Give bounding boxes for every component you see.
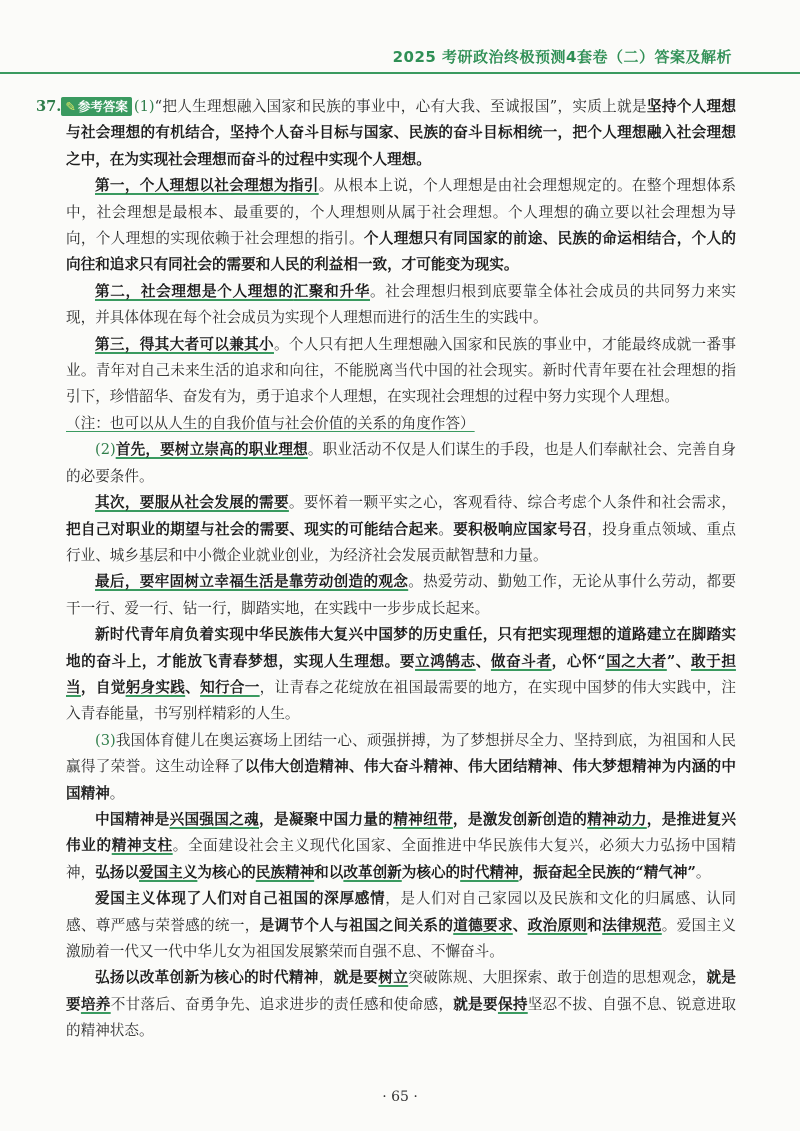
sub-question-number: (1) [133,98,155,115]
text-span: 。热爱劳动、勤勉工作，无论从事什么劳动，都要干一行、爱一行、钻一行，脚踏实地，在实践中一步步成长起来。 [66,573,736,617]
key-point: 、 [512,916,528,934]
key-term: 培养 [80,995,111,1013]
key-term: 政治原则 [527,916,588,934]
question-number: 37. [36,98,62,115]
text-span: 不甘落后、奋勇争先、追求进步的责任感和使命感， [110,995,454,1013]
text-span: 。个人只有把人生理想融入国家和民族的事业中，才能最终成就一番事业。青年对自己未来生活的追求和向往，不能脱离当代中国的社会现实。新时代青年要在社会理想的指引下，珍惜韶华、奋发有为，勇于追求个人理想，在实现社会理想的过程中努力实现个人理想。 [66,335,736,406]
text-span: ，让青春之花绽放在祖国最需要的地方，在实现中国梦的伟大实践中，注入青春能量，书写别样精彩的人生。 [66,678,736,723]
answer-content [36,94,736,1045]
text-span: 突破陈规、大胆探索、敢于创造的思想观念， [408,969,707,987]
key-term: 改革创新 [343,863,402,881]
reference-answer-tag [61,97,132,116]
key-term: 兴国强国之魂 [169,810,260,828]
key-term: 树立 [378,969,409,987]
key-term: 保持 [497,995,528,1013]
key-point: 、 [475,652,491,670]
key-point: ”、 [666,652,691,670]
text-span: 。全面建设社会主义现代化国家、全面推进中华民族伟大复兴，必须大力弘扬中国精神， [66,837,736,881]
key-term: 做奋斗者 [490,652,552,670]
key-point: 弘扬以 [95,863,139,881]
key-point: 就是要 [333,969,379,987]
key-term: 时代精神 [460,863,519,881]
text-span: 。 [438,520,454,538]
key-term: 国之大者 [605,652,667,670]
key-point: 中国精神是 [95,810,170,828]
key-point: 就是要 [66,969,736,1013]
key-term: 汇聚和升华 [293,282,370,300]
text-span: 。爱国主义激励着一代又一代中华儿女为祖国发展繁荣而自强不息、不懈奋斗。 [66,916,736,960]
answer-paragraph [66,569,736,622]
answer-part2-intro [66,437,736,490]
answer-part1-intro [36,94,736,173]
answer-paragraph [66,622,736,728]
note-text: （注：也可以从人生的自我价值与社会价值的关系的角度作答） [66,414,475,432]
key-point: 新时代青年肩负着实现中华民族伟大复兴中国梦的历史重任，只有把实现理想的道路建立在脚踏实地的奋斗上，才能放飞青春梦想，实现人生理想。要 [66,626,736,670]
text-span: 。 [695,863,711,881]
text-span: 我国体育健儿在奥运赛场上团结一心、顽强拼搏，为了梦想拼尽全力、坚持到底，为祖国和人民赢得了荣誉。这生动诠释了 [66,731,736,776]
answer-paragraph [66,886,736,965]
key-point: 为核心的 [197,863,256,881]
key-term: 精神支柱 [111,837,173,855]
answer-paragraph [66,332,736,411]
key-point: 爱国主义体现了人们对自己祖国的深厚感情 [95,890,386,908]
key-point: 以伟大创造精神、伟大奋斗精神、伟大团结精神、伟大梦想精神为内涵的中国精神 [66,758,736,802]
key-term: 民族精神 [255,863,315,881]
key-point: 第一，个人理想以社会理想为指引 [95,177,319,195]
answer-paragraph [66,279,736,332]
text-span: 。职业活动不仅是人们谋生的手段，也是人们奉献社会、完善自身的必要条件。 [66,441,736,485]
answer-part3-intro [66,728,736,807]
key-point: 首先，要树立崇高的职业理想 [115,441,308,459]
answer-note [66,411,736,437]
answer-paragraph [66,173,736,279]
header-title: 2025 考研政治终极预测4套卷（二）答案及解析 [392,48,732,66]
key-point: ，心怀“ [551,652,606,670]
text-span: ， [318,969,334,987]
answer-paragraph [66,807,736,886]
key-term: 法律规范 [602,916,662,934]
key-point: ，是凝聚中国力量的 [259,810,394,828]
sub-question-number: (2) [95,441,116,459]
key-point: 其次，要服从社会发展的需要 [95,494,289,512]
header-rule [0,72,800,74]
key-point: 和以 [314,863,344,881]
text-span: 。从根本上说，个人理想是由社会理想规定的。在整个理想体系中，社会理想是最根本、最重要的，个人理想则从属于社会理想。个人理想的确立要以社会理想为导向，个人理想的实现依赖于社会理想的指引。 [66,177,736,248]
text-span: 。 [109,784,125,802]
edit-icon: ✎ [65,99,76,114]
sub-question-number: (3) [95,731,116,749]
key-point: 弘扬以改革创新为核心的时代精神 [95,969,319,987]
key-point: 最后，要牢固树立幸福生活是靠劳动创造的观念 [95,573,409,591]
key-term: 敢于担当 [66,652,736,696]
key-term: 精神动力 [587,810,647,828]
key-point: ，振奋起全民族的“精气神” [518,863,696,881]
key-term: 知行合一 [200,678,260,696]
answer-paragraph [66,490,736,569]
key-point: 为核心的 [401,863,461,881]
reference-answer-label: 参考答案 [77,99,128,114]
answer-paragraph [66,965,736,1044]
key-point: 第三，得其大者可以兼其小 [95,335,274,353]
key-term: 精神纽带 [393,810,453,828]
key-point: 坚持个人理想与社会理想的有机结合，坚持个人奋斗目标与国家、民族的奋斗目标相统一，把个人理想融入社会理想之中，在为实现社会理想而奋斗的过程中实现个人理想。 [66,98,736,168]
page-header [0,40,800,80]
key-term: 道德要求 [453,916,513,934]
page-number: · 65 · [382,1089,418,1105]
key-point: 要积极响应国家号召 [453,520,588,538]
text-span: 坚忍不拔、自强不息、锐意进取的精神状态。 [66,995,736,1040]
text-span: 。社会理想归根到底要靠全体社会成员的共同努力来实现，并具体体现在每个社会成员为实现个人理想而进行的活生生的实践中。 [66,282,736,327]
key-point: 第二，社会理想是个人理想的 [95,282,294,300]
key-term: 立鸿鹄志 [415,652,476,670]
key-point: 就是要 [453,995,498,1013]
text-span: ，是人们对自己家园以及民族和文化的归属感、认同感、尊严感与荣誉感的统一， [66,890,736,934]
key-term: 爱国主义 [139,863,198,881]
text-span: ，投身重点领域、重点行业、城乡基层和中小微企业就业创业，为经济社会发展贡献智慧和力量。 [66,520,736,564]
key-point: ，是推进复兴伟业的 [66,810,736,855]
key-point: ，是激发创新创造的 [452,810,588,828]
key-point: ，自觉 [80,678,126,696]
key-point: 是调节个人与祖国之间关系的 [259,916,454,934]
key-point: 个人理想只有同国家的前途、民族的命运相结合，个人的向往和追求只有同社会的需要和人民的利益相一致，才可能变为现实。 [66,230,736,274]
text-span: 。要怀着一颗平实之心，客观看待、综合考虑个人条件和社会需求， [288,494,736,512]
key-term: 躬身实践 [125,678,186,696]
text-span: “把人生理想融入国家和民族的事业中，心有大我、至诚报国”，实质上就是 [154,98,647,115]
key-point: 和 [587,916,603,934]
key-point: 、 [185,678,201,696]
key-point: 把自己对职业的期望与社会的需要、现实的可能结合起来 [66,520,439,538]
